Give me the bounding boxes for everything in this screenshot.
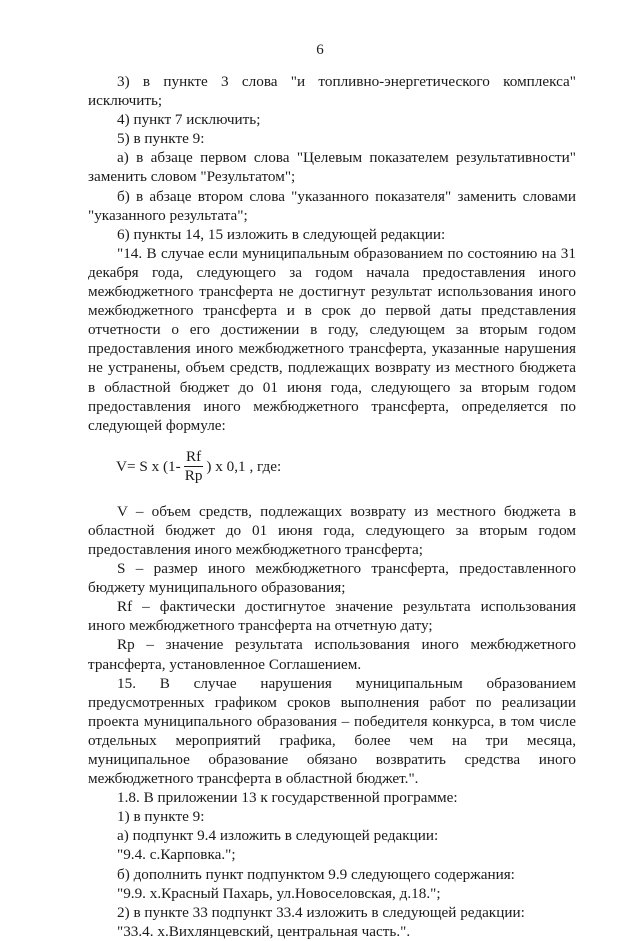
paragraph-definition-v: V – объем средств, подлежащих возврату из местного бюджета в областной бюджет до 01 июня года, следующего за вторым годом предоставления иного межбюджетного трансферта;	[88, 502, 576, 558]
paragraph-definition-rp: Rp – значение результата использования иного межбюджетного трансферта, установленное Соглашением.	[88, 636, 576, 673]
paragraph-quote-33-4: "33.4. х.Вихлянцевский, центральная часть.".	[117, 922, 411, 940]
formula-right: ) x 0,1 , где:	[206, 458, 282, 476]
formula	[116, 438, 576, 496]
paragraph-item-4-clause: 4) пункт 7 исключить;	[117, 111, 261, 129]
page-number: 6	[316, 42, 324, 58]
paragraph-item-6-clause: 6) пункты 14, 15 изложить в следующей редакции:	[117, 225, 446, 243]
paragraph-subitem-a: а) подпункт 9.4 изложить в следующей редакции:	[117, 827, 439, 845]
paragraph-definition-s: S – размер иного межбюджетного трансферта, предоставленного бюджету муниципального образования;	[88, 560, 576, 597]
paragraph-clause-14: "14. В случае если муниципальным образованием по состоянию на 31 декабря года, следующего за годом начала предоставления иного межбюджетного трансферта не достигнут результат использования иного межбюджетного трансферта и в срок до первой даты представления отчетности о его достижении в году, следующем за вторым годом предоставления иного межбюджетного трансферта, указанные нарушения не устранены, объем средств, подлежащих возврату из местного бюджета в областной бюджет до 01 июня года, следующего за вторым годом предоставления иного межбюджетного трансферта, определяется по следующей формуле:	[88, 244, 576, 434]
paragraph-item-2-point-33: 2) в пункте 33 подпункт 33.4 изложить в следующей редакции:	[117, 903, 525, 921]
paragraph-definition-rf: Rf – фактически достигнутое значение результата использования иного межбюджетного трансферта на отчетную дату;	[88, 598, 576, 635]
paragraph-item-5-clause: 5) в пункте 9:	[117, 130, 205, 148]
paragraph-section-1-8: 1.8. В приложении 13 к государственной программе:	[117, 789, 458, 807]
paragraph-item-3-clause: 3) в пункте 3 слова "и топливно-энергетического комплекса" исключить;	[88, 73, 576, 110]
formula-left: V= S x (1-	[116, 458, 181, 476]
paragraph-item-1-point-9: 1) в пункте 9:	[117, 808, 205, 826]
formula-fraction	[183, 448, 205, 485]
formula-denominator: Rp	[184, 467, 203, 485]
paragraph-subitem-b: б) дополнить пункт подпунктом 9.9 следующего содержания:	[117, 865, 515, 883]
paragraph-clause-15: 15. В случае нарушения муниципальным образованием предусмотренных графиком сроков выполнения работ по реализации проекта муниципального образования – победителя конкурса, в том числе отдельных мероприятий графика, более чем на три месяца, муниципальное образование обязано возвратить средства иного межбюджетного трансферта в областной бюджет.".	[88, 674, 576, 788]
paragraph-item-5a: а) в абзаце первом слова "Целевым показателем результативности" заменить словом "Результатом";	[88, 149, 576, 186]
paragraph-item-5b: б) в абзаце втором слова "указанного показателя" заменить словами "указанного результата";	[88, 187, 576, 224]
paragraph-quote-9-9: "9.9. х.Красный Пахарь, ул.Новоселовская, д.18.";	[117, 884, 441, 902]
document-body	[88, 72, 576, 941]
formula-numerator: Rf	[185, 448, 202, 466]
paragraph-quote-9-4: "9.4. с.Карповка.";	[117, 846, 236, 864]
